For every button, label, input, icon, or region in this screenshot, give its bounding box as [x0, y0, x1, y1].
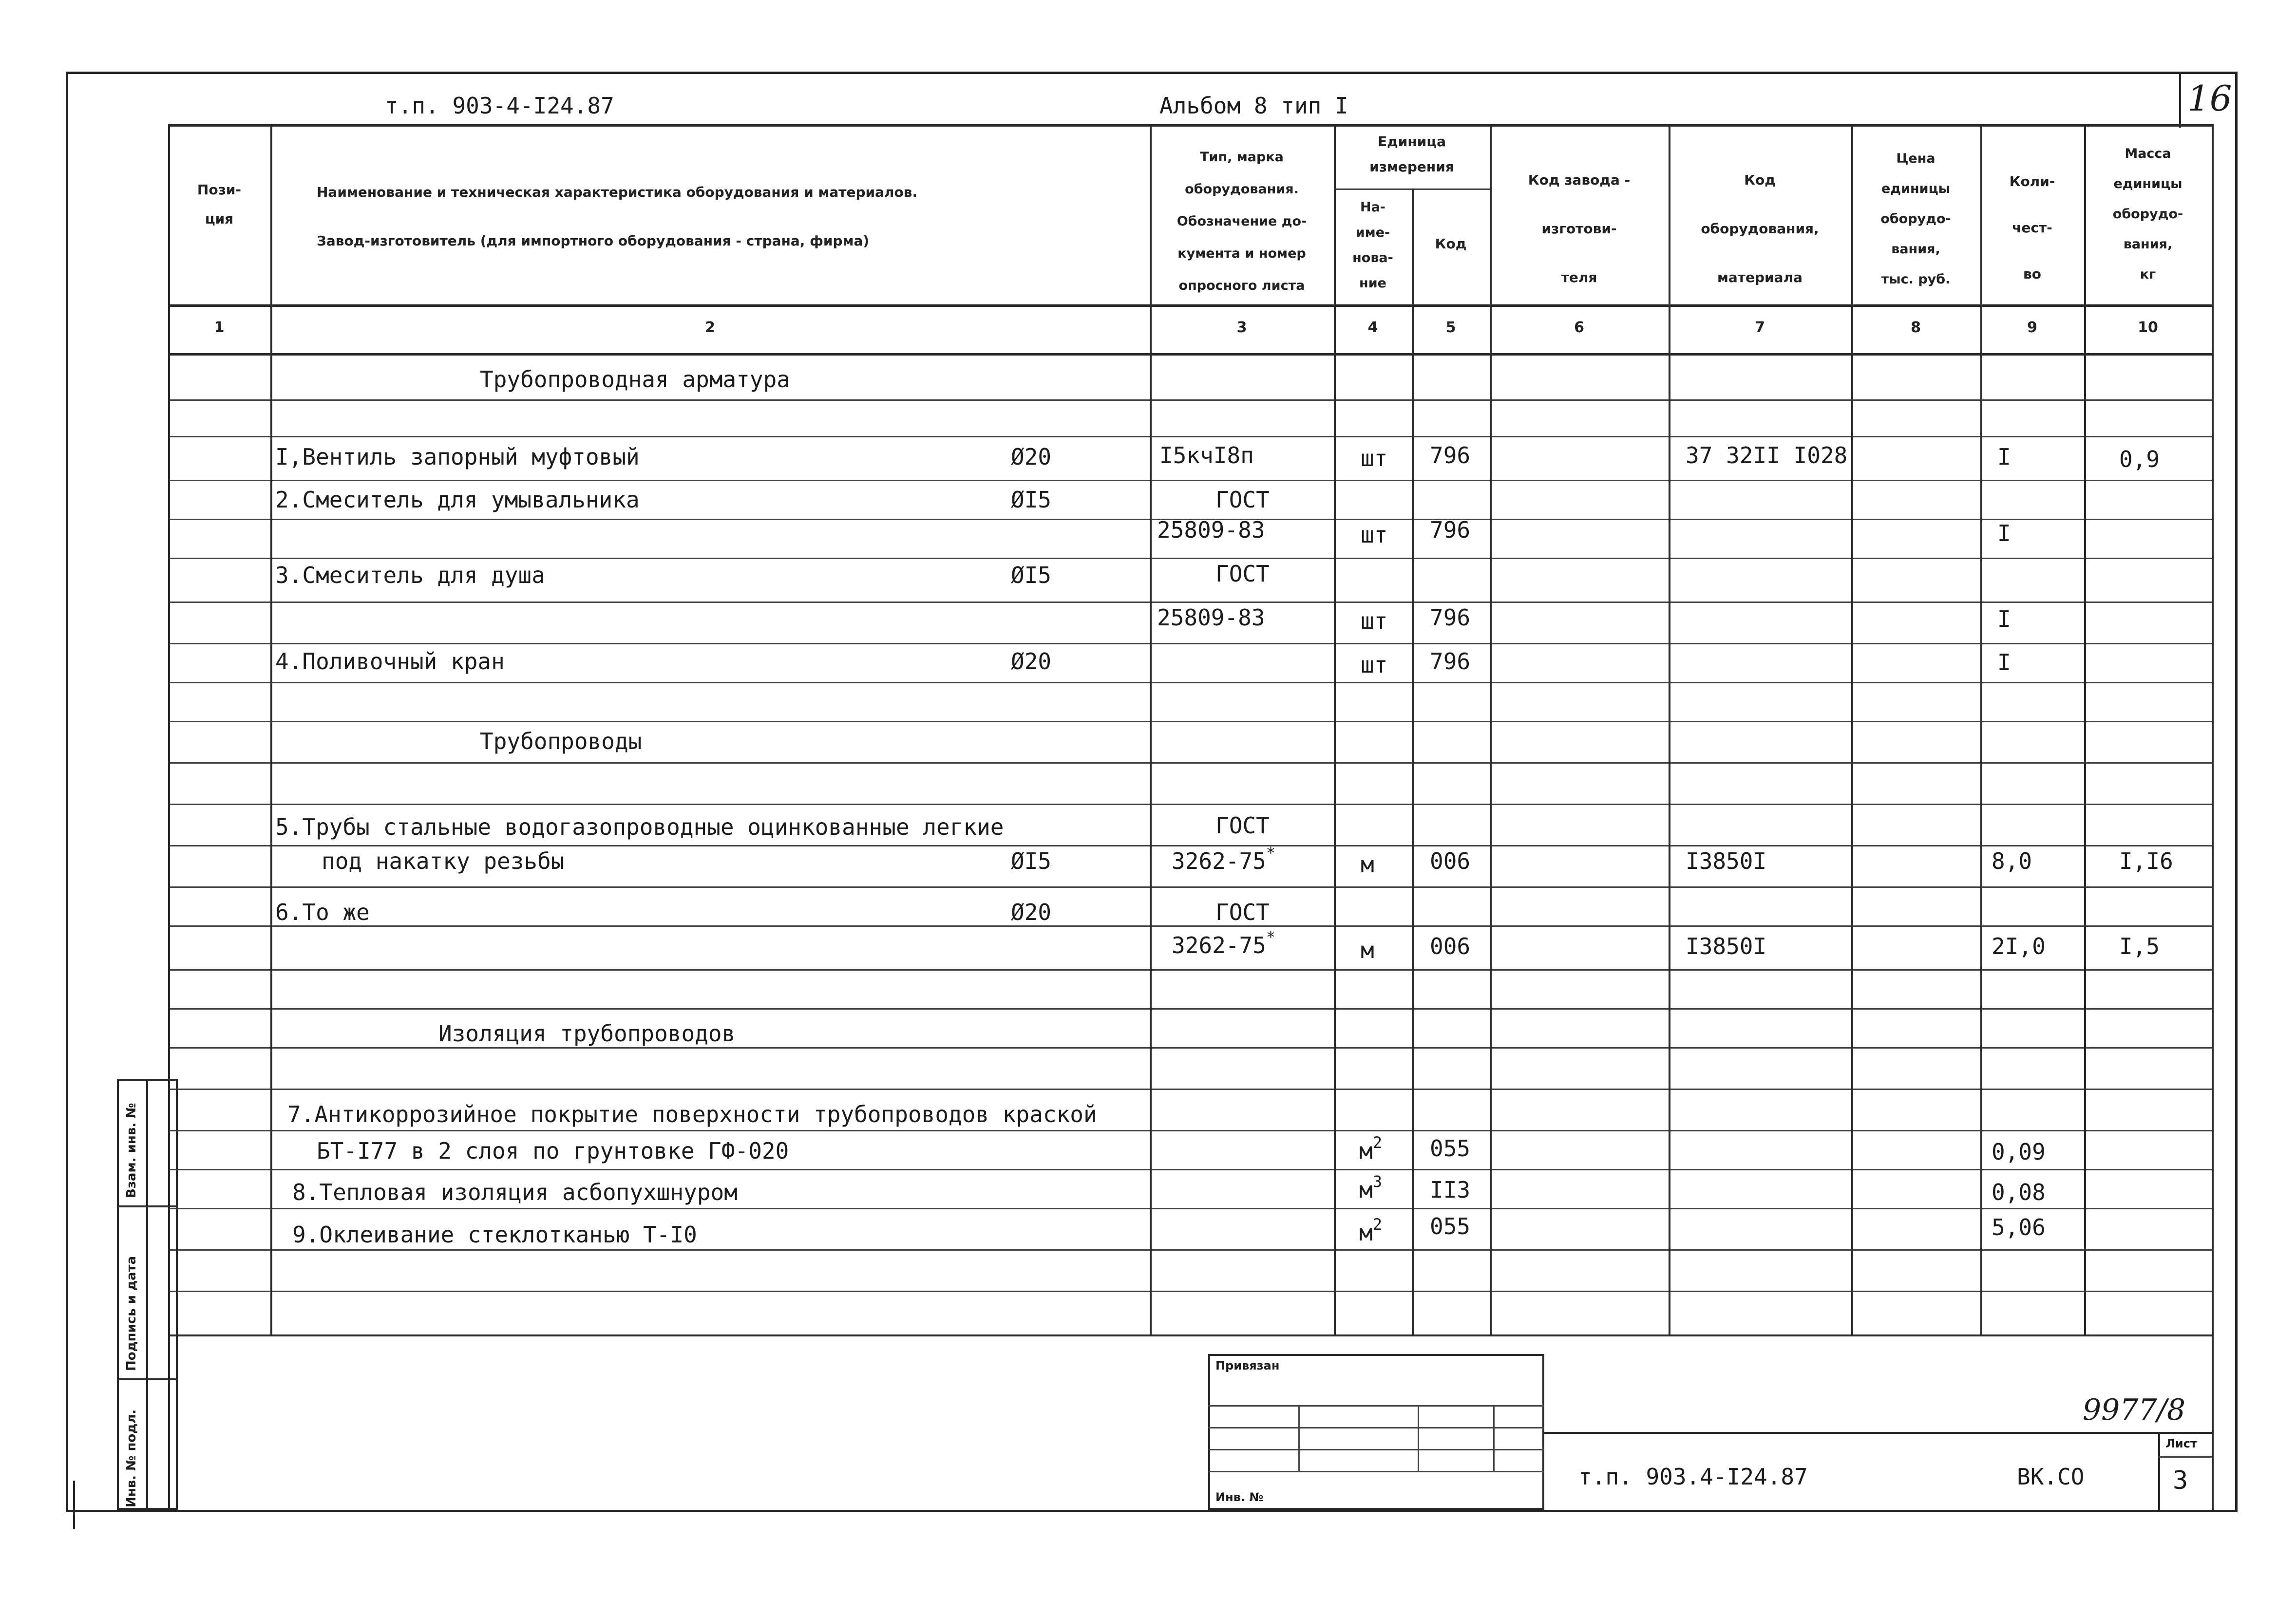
colnum-1: 1	[214, 319, 225, 336]
row-line	[168, 643, 2212, 644]
col-line	[1851, 124, 1853, 1334]
colnum-7: 7	[1755, 319, 1765, 336]
item-6-qty: 2I,0	[1992, 933, 2046, 959]
row-line	[168, 969, 2212, 971]
side-label-replace: Взам. инв. №	[124, 1103, 139, 1198]
item-6-code: 006	[1430, 933, 1471, 959]
item-4-qty: I	[1997, 649, 2011, 676]
col-line	[2084, 124, 2086, 1334]
item-6-mat-code: I3850I	[1686, 933, 1767, 959]
header-name: Наименование и техническая характеристика оборудования и материалов. Завод-изготовитель (для импортного оборудования - страна, фирма)	[317, 184, 918, 249]
stamp-col-line	[1493, 1405, 1495, 1471]
row-line	[168, 762, 2212, 764]
row-line	[168, 721, 2212, 722]
item-9-unit	[1359, 1215, 1382, 1246]
attachment-stamp-label: Привязан	[1215, 1359, 1280, 1372]
colnum-6: 6	[1574, 319, 1584, 336]
row-line	[168, 1249, 2212, 1251]
item-8-unit-exp: 3	[1372, 1172, 1382, 1191]
col-line	[1334, 124, 1336, 1334]
colnum-9: 9	[2027, 319, 2037, 336]
item-1-mat-code: 37 32II I028	[1686, 442, 1848, 469]
item-3-code: 796	[1430, 604, 1471, 631]
header-quantity: Коли- чест- во	[2009, 173, 2055, 282]
colnum-8: 8	[1911, 319, 1921, 336]
row-line	[168, 804, 2212, 805]
item-5-doc-star: *	[1266, 844, 1276, 862]
section-insulation: Изоляция трубопроводов	[438, 1020, 736, 1047]
stamp-row-line	[1208, 1471, 1544, 1472]
col-line	[1669, 124, 1670, 1334]
colnum-4: 4	[1367, 319, 1378, 336]
item-6-doc-a: ГОСТ	[1215, 899, 1270, 925]
item-3-name: 3.Смеситель для душа	[275, 562, 545, 588]
item-1-name: I,Вентиль запорный муфтовый	[275, 444, 640, 470]
item-5-doc-b	[1172, 844, 1276, 874]
header-factory-code: Код завода - изготови- теля	[1528, 172, 1631, 285]
inv-no-label: Инв. №	[1215, 1490, 1264, 1504]
row-line	[168, 558, 2212, 559]
item-4-code: 796	[1430, 648, 1471, 675]
item-7-name: 7.Антикоррозийное покрытие поверхности трубопроводов краской	[287, 1101, 1097, 1127]
header-price: Цена единицы оборудо- вания, тыс. руб.	[1880, 151, 1951, 287]
row-line	[168, 1089, 2212, 1090]
item-9-qty: 5,06	[1992, 1214, 2046, 1240]
section-armatura: Трубопроводная арматура	[480, 366, 790, 393]
colnum-bottom-line	[168, 353, 2212, 356]
page-number-box-divider	[2179, 72, 2181, 128]
item-2-unit: шт	[1361, 522, 1388, 548]
item-8-code: II3	[1430, 1177, 1471, 1203]
item-6-unit: м	[1361, 937, 1374, 963]
item-7-qty: 0,09	[1992, 1139, 2046, 1165]
title-block-top	[1544, 1432, 2212, 1434]
row-line	[168, 480, 2212, 481]
row-line	[168, 1130, 2212, 1131]
row-line	[168, 436, 2212, 437]
row-line	[168, 886, 2212, 888]
stamp-col-line	[1418, 1405, 1419, 1471]
col-line	[1980, 124, 1982, 1334]
sheet-number: 3	[2173, 1466, 2188, 1495]
side-strip-split	[117, 1378, 178, 1380]
item-7-unit-exp: 2	[1372, 1133, 1382, 1152]
item-3-doc-a: ГОСТ	[1215, 561, 1270, 587]
item-9-unit-base: м	[1359, 1220, 1373, 1246]
item-7-unit	[1359, 1133, 1382, 1164]
item-6-name: 6.То же	[275, 899, 370, 925]
table-bottom-line	[168, 1334, 2212, 1336]
row-line	[168, 1169, 2212, 1170]
colnum-2: 2	[705, 319, 715, 336]
item-5-qty: 8,0	[1992, 848, 2032, 874]
item-3-dia: ØI5	[1011, 562, 1052, 588]
item-6-doc-star: *	[1266, 928, 1276, 946]
row-line	[168, 1008, 2212, 1010]
row-line	[168, 601, 2212, 603]
item-3-unit: шт	[1361, 608, 1388, 634]
row-line	[168, 1291, 2212, 1292]
colnum-3: 3	[1236, 319, 1247, 336]
item-8-unit-base: м	[1359, 1177, 1373, 1203]
header-mass: Масса единицы оборудо- вания, кг	[2112, 146, 2183, 282]
top-doc-ref: т.п. 903-4-I24.87	[385, 93, 614, 119]
header-position: Пози- ция	[197, 182, 242, 227]
item-3-qty: I	[1997, 606, 2011, 632]
item-8-name: 8.Тепловая изоляция асбопухшнуром	[292, 1179, 738, 1205]
row-line	[168, 1047, 2212, 1049]
item-5-code: 006	[1430, 848, 1471, 874]
sheet-box-split	[2158, 1456, 2212, 1458]
item-2-code: 796	[1430, 517, 1471, 543]
item-1-doc: I5кчI8п	[1159, 442, 1254, 469]
item-8-qty: 0,08	[1992, 1179, 2046, 1205]
side-strip-divider	[146, 1079, 148, 1510]
item-2-doc-b: 25809-83	[1157, 517, 1265, 543]
item-1-dia: Ø20	[1011, 444, 1052, 470]
colnum-5: 5	[1445, 319, 1456, 336]
item-5-name: 5.Трубы стальные водогазопроводные оцинкованные легкие	[275, 814, 1004, 840]
item-5-doc-a: ГОСТ	[1215, 812, 1270, 839]
section-pipes: Трубопроводы	[480, 728, 642, 754]
side-strip-split	[117, 1205, 178, 1207]
table-top-line	[168, 124, 2212, 127]
header-bottom-line	[168, 304, 2212, 307]
item-6-mass: I,5	[2119, 933, 2160, 959]
col-line	[1150, 124, 1152, 1334]
item-1-unit: шт	[1361, 445, 1388, 471]
item-5-unit: м	[1361, 851, 1374, 878]
header-unit-name: На- име- нова- ние	[1352, 200, 1393, 291]
row-line	[168, 682, 2212, 683]
row-line	[168, 1208, 2212, 1209]
page-number: 16	[2187, 78, 2232, 119]
item-2-name: 2.Смеситель для умывальника	[275, 487, 640, 513]
item-5-dia: ØI5	[1011, 848, 1052, 874]
header-type: Тип, марка оборудования. Обозначение до- кумента и номер опросного листа	[1176, 150, 1307, 293]
header-equipment-code: Код оборудования, материала	[1701, 172, 1819, 285]
item-1-qty: I	[1997, 444, 2011, 470]
col-line	[1412, 188, 1414, 1334]
col-line	[2212, 124, 2214, 1510]
stamp-col-line	[1298, 1405, 1300, 1471]
col-line	[1490, 124, 1492, 1334]
item-2-qty: I	[1997, 520, 2011, 546]
item-3-doc-b: 25809-83	[1157, 604, 1265, 631]
item-6-doc-b	[1172, 928, 1276, 958]
item-2-dia: ØI5	[1011, 487, 1052, 513]
frame-left-extension	[73, 1481, 75, 1529]
item-5-mass: I,I6	[2119, 848, 2173, 874]
item-4-dia: Ø20	[1011, 648, 1052, 675]
header-unit: Единица измерения	[1369, 133, 1454, 175]
side-label-inventory: Инв. № подл.	[124, 1409, 139, 1507]
item-2-doc-a: ГОСТ	[1215, 487, 1270, 513]
item-5-doc-number: 3262-75	[1172, 848, 1266, 874]
row-line	[168, 845, 2212, 846]
album-label: Альбом 8 тип I	[1159, 93, 1348, 119]
item-9-name: 9.Оклеивание стеклотканью Т-I0	[292, 1221, 697, 1248]
col-line	[270, 124, 272, 1334]
item-7-name2: БТ-I77 в 2 слоя по грунтовке ГФ-020	[317, 1138, 789, 1164]
item-5-mat-code: I3850I	[1686, 848, 1767, 874]
item-4-unit: шт	[1361, 652, 1388, 678]
item-7-unit-base: м	[1359, 1138, 1373, 1164]
item-9-unit-exp: 2	[1372, 1215, 1382, 1234]
row-line	[168, 399, 2212, 401]
handwritten-number: 9977/8	[2083, 1393, 2186, 1427]
colnum-10: 10	[2138, 319, 2158, 336]
item-6-doc-number: 3262-75	[1172, 932, 1266, 958]
side-label-signature: Подпись и дата	[124, 1256, 139, 1371]
item-1-code: 796	[1430, 442, 1471, 469]
item-4-name: 4.Поливочный кран	[275, 648, 505, 675]
item-8-unit	[1359, 1172, 1382, 1203]
item-7-code: 055	[1430, 1135, 1471, 1162]
header-unit-code: Код	[1435, 236, 1467, 252]
item-6-dia: Ø20	[1011, 899, 1052, 925]
item-9-code: 055	[1430, 1213, 1471, 1240]
item-5-name2: под накатку резьбы	[322, 848, 565, 874]
row-line	[168, 925, 2212, 927]
title-mark: ВК.СО	[2017, 1464, 2085, 1490]
sheet-label: Лист	[2165, 1437, 2197, 1450]
title-doc-ref: т.п. 903.4-I24.87	[1578, 1464, 1808, 1490]
item-1-mass: 0,9	[2119, 446, 2160, 472]
